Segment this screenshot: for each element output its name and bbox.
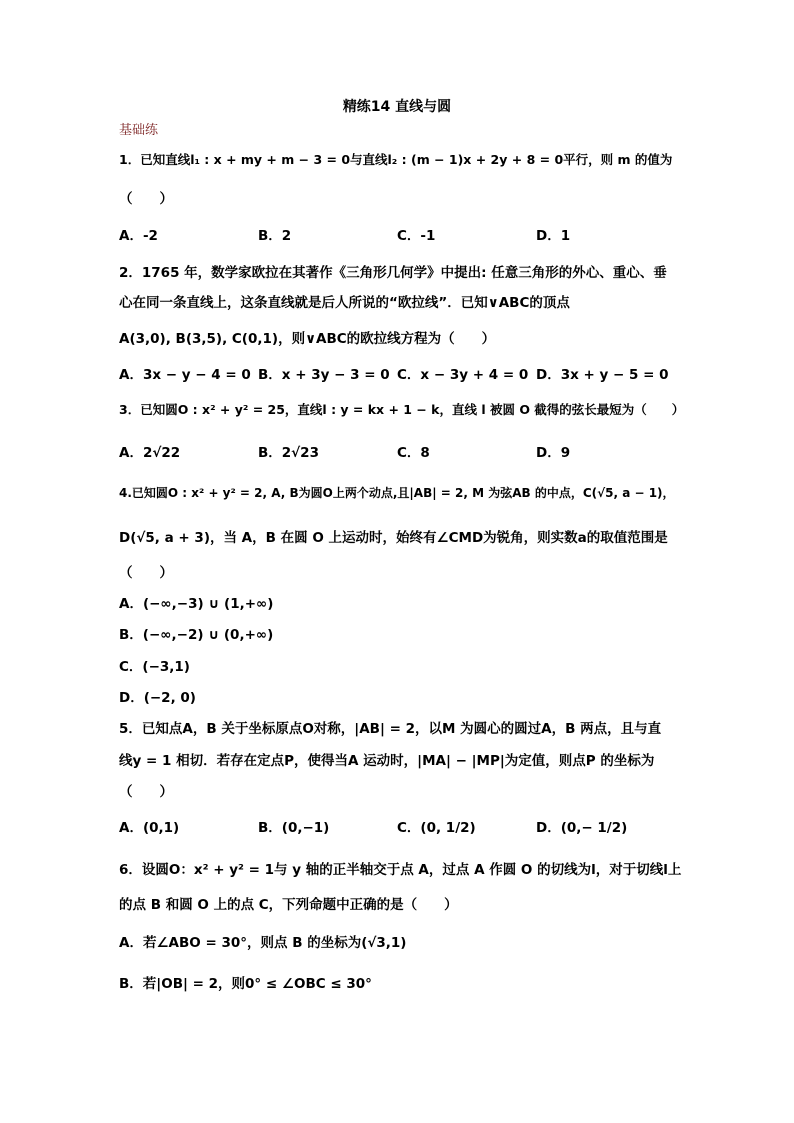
q6-option-b: B．若|OB| = 2，则0° ≤ ∠OBC ≤ 30° xyxy=(119,976,372,992)
question-6-line-1: 6．设圆O：x² + y² = 1与 y 轴的正半轴交于点 A，过点 A 作圆 O 的切线为l，对于切线l上 xyxy=(119,862,682,878)
q2-option-d: D．3x + y − 5 = 0 xyxy=(536,367,669,383)
question-5-line-2: 线y = 1 相切．若存在定点P，使得当A 运动时，|MA| − |MP|为定值，则点P 的坐标为 xyxy=(119,753,655,769)
question-4-bracket: （ ） xyxy=(119,565,173,581)
q1-option-c: C．-1 xyxy=(397,228,436,244)
q1-option-b: B．2 xyxy=(258,228,292,244)
question-2-line-1: 2．1765 年，数学家欧拉在其著作《三角形几何学》中提出: 任意三角形的外心、重心、垂 xyxy=(119,265,667,281)
q3-option-a: A．2√22 xyxy=(119,445,181,461)
question-4-line-2: D(√5, a + 3)，当 A，B 在圆 O 上运动时，始终有∠CMD为锐角，则实数a的取值范围是 xyxy=(119,530,668,546)
question-4-line-1: 4.已知圆O : x² + y² = 2, A, B为圆O上两个动点,且|AB| = 2, M 为弦AB 的中点，C(√5, a − 1)， xyxy=(119,486,675,500)
q1-option-d: D．1 xyxy=(536,228,571,244)
question-2-line-2: 心在同一条直线上，这条直线就是后人所说的“欧拉线”．已知∨ABC的顶点 xyxy=(119,295,570,311)
question-2-line-3: A(3,0), B(3,5), C(0,1)，则∨ABC的欧拉线方程为（ ） xyxy=(119,331,496,347)
question-6-line-2: 的点 B 和圆 O 上的点 C，下列命题中正确的是（ ） xyxy=(119,897,458,913)
q4-option-b: B．(−∞,−2) ∪ (0,+∞) xyxy=(119,627,274,643)
q5-option-d: D．(0,− 1/2) xyxy=(536,820,628,836)
question-1-bracket: （ ） xyxy=(119,191,173,207)
q4-option-a: A．(−∞,−3) ∪ (1,+∞) xyxy=(119,596,274,612)
q2-option-b: B．x + 3y − 3 = 0 xyxy=(258,367,390,383)
q2-option-c: C．x − 3y + 4 = 0 xyxy=(397,367,529,383)
q1-option-a: A．-2 xyxy=(119,228,158,244)
q3-option-c: C．8 xyxy=(397,445,430,461)
q5-option-a: A．(0,1) xyxy=(119,820,180,836)
question-1-stem: 1．已知直线l₁ : x + my + m − 3 = 0与直线l₂ : (m − 1)x + 2y + 8 = 0平行，则 m 的值为 xyxy=(119,152,673,167)
question-5-bracket: （ ） xyxy=(119,784,173,800)
page-title: 精练14 直线与圆 xyxy=(342,99,452,115)
section-label: 基础练 xyxy=(119,123,159,138)
q6-option-a: A．若∠ABO = 30°，则点 B 的坐标为(√3,1) xyxy=(119,935,407,951)
question-5-line-1: 5．已知点A，B 关于坐标原点O对称，|AB| = 2，以M 为圆心的圆过A，B 两点，且与直 xyxy=(119,721,662,737)
question-3-stem: 3．已知圆O : x² + y² = 25，直线l : y = kx + 1 − k，直线 l 被圆 O 截得的弦长最短为（ ） xyxy=(119,402,685,417)
q3-option-d: D．9 xyxy=(536,445,571,461)
q5-option-c: C．(0, 1/2) xyxy=(397,820,476,836)
q5-option-b: B．(0,−1) xyxy=(258,820,330,836)
q4-option-c: C．(−3,1) xyxy=(119,659,190,675)
q3-option-b: B．2√23 xyxy=(258,445,319,461)
q4-option-d: D．(−2, 0) xyxy=(119,690,196,706)
q2-option-a: A．3x − y − 4 = 0 xyxy=(119,367,251,383)
